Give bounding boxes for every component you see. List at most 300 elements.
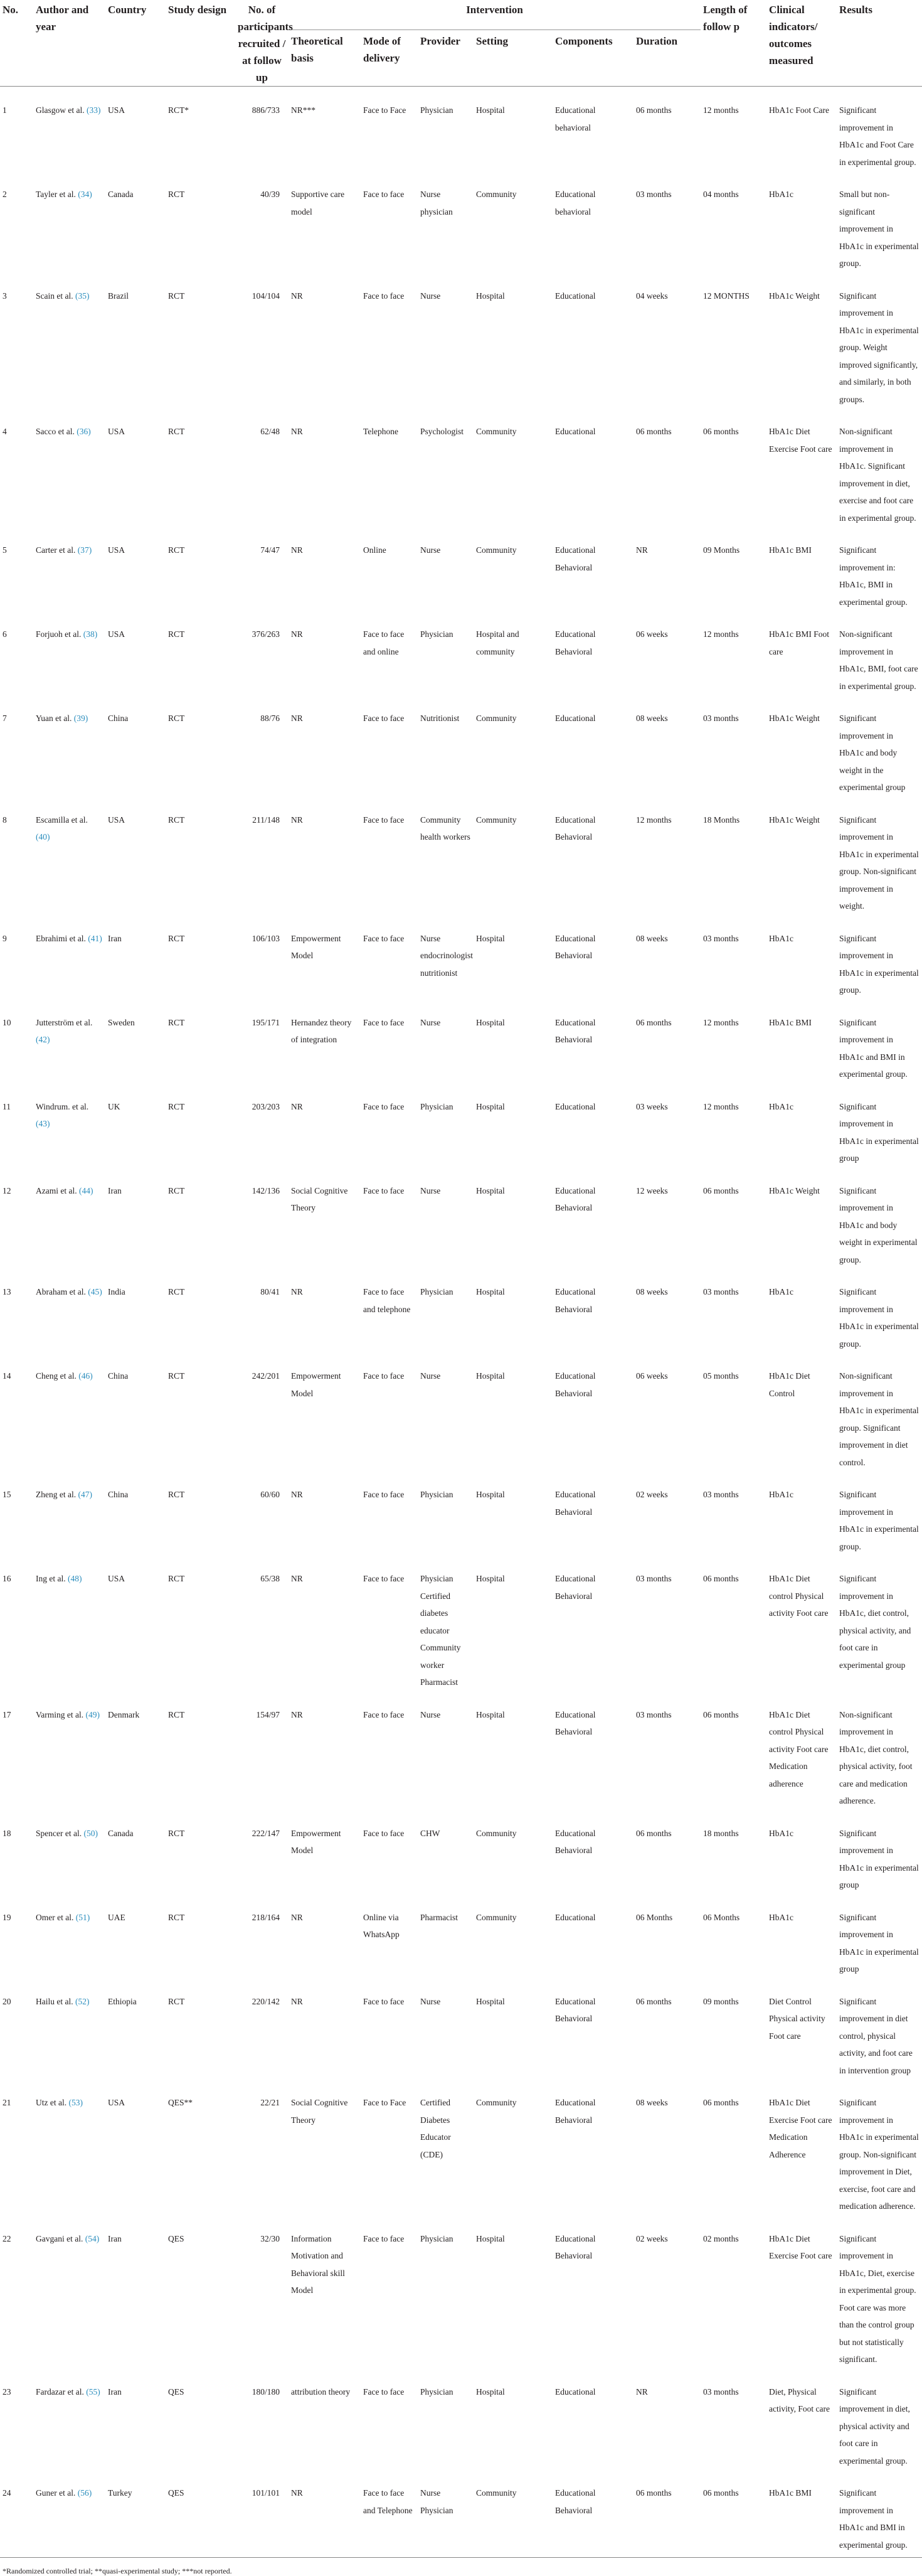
table-row — [0, 1356, 922, 1475]
citation-link[interactable]: (54) — [85, 2233, 100, 2243]
cell-results: Significant improvement in HbA1c in experimental group. — [839, 933, 919, 995]
cell-participants: 242/201 — [252, 1371, 280, 1381]
cell-setting: Community — [476, 190, 517, 199]
cell-setting: Community — [476, 1828, 517, 1838]
cell-setting: Community — [476, 1912, 517, 1922]
cell-theoretical-basis: NR — [291, 1996, 303, 2006]
cell-study-design: RCT — [168, 291, 185, 301]
author-name: Azami et al. — [36, 1185, 77, 1195]
table-row — [0, 276, 922, 412]
cell-theoretical-basis: NR — [291, 1490, 303, 1499]
cell-follow-up: 03 months — [703, 1287, 739, 1296]
cell-author — [33, 412, 105, 530]
cell-results: Non-significant improvement in HbA1c, diet control, physical activity, foot care and medication adherence. — [839, 1709, 913, 1805]
cell-clinical-indicators: HbA1c Diet control Physical activity Foot care Medication adherence — [769, 1709, 829, 1788]
cell-study-design: QES** — [168, 2098, 193, 2107]
cell-setting: Hospital — [476, 2386, 505, 2397]
cell-study-design: RCT — [168, 933, 185, 943]
cell-no: 19 — [3, 1912, 11, 1922]
header-participants: No. of participants recruited / at follow up — [238, 4, 293, 83]
author-name: Forjuoh et al. — [36, 629, 82, 639]
cell-country: Canada — [108, 1828, 134, 1838]
citation-link[interactable]: (39) — [73, 713, 88, 723]
cell-follow-up: 03 months — [703, 1490, 739, 1499]
author-name: Cheng et al. — [36, 1371, 77, 1381]
cell-provider: Physician — [420, 2233, 453, 2243]
table-row — [0, 2372, 922, 2474]
header-components: Components — [555, 35, 613, 48]
cell-participants: 203/203 — [252, 1101, 280, 1111]
cell-clinical-indicators: HbA1c — [769, 933, 794, 943]
cell-participants: 62/48 — [260, 427, 280, 436]
cell-follow-up: 12 months — [703, 629, 739, 639]
cell-mode-of-delivery: Face to face — [363, 1185, 405, 1195]
citation-link[interactable]: (47) — [78, 1490, 92, 1499]
cell-clinical-indicators: HbA1c — [769, 1490, 794, 1499]
header-duration: Duration — [636, 35, 678, 48]
cell-clinical-indicators: HbA1c BMI — [769, 2488, 812, 2498]
cell-participants: 154/97 — [256, 1709, 280, 1719]
cell-theoretical-basis: Social Cognitive Theory — [291, 2098, 348, 2125]
cell-study-design: RCT — [168, 1185, 185, 1195]
table-row — [0, 1272, 922, 1356]
cell-no: 2 — [3, 190, 7, 199]
author-name: Hailu et al. — [36, 1996, 73, 2006]
cell-setting: Hospital — [476, 1574, 505, 1583]
cell-duration: 08 weeks — [636, 1287, 668, 1296]
cell-study-design: RCT — [168, 427, 185, 436]
cell-components: Educational Behavioral — [555, 545, 596, 572]
cell-no: 5 — [3, 545, 7, 555]
author-name: Escamilla et al. — [36, 815, 88, 825]
cell-setting: Hospital — [476, 1490, 505, 1499]
cell-follow-up: 06 months — [703, 427, 739, 436]
cell-mode-of-delivery: Face to face — [363, 1709, 405, 1719]
cell-results: Significant improvement in HbA1c and body weight in the experimental group — [839, 713, 906, 792]
table-row — [0, 919, 922, 1003]
cell-results: Significant improvement in diet, physical activity and foot care in experimental group. — [839, 2386, 910, 2466]
cell-results: Significant improvement in HbA1c in experimental group. Non-significant improvement in weight. — [839, 815, 919, 911]
cell-components: Educational Behavioral — [555, 933, 596, 960]
citation-link[interactable]: (34) — [78, 190, 92, 199]
cell-setting: Community — [476, 815, 517, 825]
cell-author — [33, 614, 105, 698]
cell-study-design: RCT — [168, 545, 185, 555]
cell-components: Educational — [555, 291, 596, 301]
cell-study-design: RCT — [168, 1912, 185, 1922]
author-name: Utz et al. — [36, 2098, 67, 2107]
cell-theoretical-basis: NR — [291, 1709, 303, 1719]
cell-no: 12 — [3, 1185, 11, 1195]
citation-link[interactable]: (56) — [77, 2488, 92, 2498]
cell-setting: Hospital — [476, 1017, 505, 1027]
table-row — [0, 1559, 922, 1695]
cell-components: Educational behavioral — [555, 105, 596, 132]
cell-author — [33, 1171, 105, 1273]
table-row — [0, 2083, 922, 2219]
cell-setting: Hospital — [476, 933, 505, 943]
citation-link[interactable]: (49) — [85, 1709, 100, 1719]
table-row — [0, 1475, 922, 1559]
cell-clinical-indicators: HbA1c Diet Control — [769, 1371, 810, 1398]
cell-no: 10 — [3, 1017, 11, 1027]
header-follow-up: Length of follow p — [703, 4, 748, 33]
cell-provider: Physician — [420, 1287, 453, 1296]
cell-theoretical-basis: NR — [291, 713, 303, 723]
cell-components: Educational — [555, 1101, 596, 1111]
cell-provider: Physician — [420, 1490, 453, 1499]
cell-mode-of-delivery: Face to face and Telephone — [363, 2488, 413, 2515]
cell-study-design: QES — [168, 2488, 184, 2498]
cell-mode-of-delivery: Face to face and online — [363, 629, 405, 656]
citation-link[interactable]: (41) — [88, 933, 102, 943]
cell-no: 14 — [3, 1371, 11, 1381]
cell-provider: Nurse — [420, 545, 441, 555]
cell-components: Educational Behavioral — [555, 1287, 596, 1314]
cell-author — [33, 1695, 105, 1814]
cell-follow-up: 03 months — [703, 933, 739, 943]
cell-country: Iran — [108, 2233, 122, 2243]
cell-components: Educational Behavioral — [555, 1996, 596, 2023]
citation-link[interactable]: (37) — [77, 545, 92, 555]
cell-follow-up: 12 months — [703, 1101, 739, 1111]
citation-link[interactable]: (52) — [75, 1996, 90, 2006]
cell-country: Ethiopia — [108, 1996, 137, 2006]
citation-link[interactable]: (45) — [88, 1287, 102, 1296]
cell-provider: Nurse — [420, 1371, 441, 1381]
cell-no: 4 — [3, 427, 7, 436]
author-name: Varming et al. — [36, 1709, 84, 1719]
cell-author — [33, 2372, 105, 2474]
cell-follow-up: 18 Months — [703, 815, 740, 825]
citation-link[interactable]: (48) — [67, 1574, 82, 1583]
cell-setting: Hospital — [476, 291, 505, 301]
cell-participants: 80/41 — [260, 1287, 280, 1296]
table-row — [0, 1695, 922, 1814]
cell-components: Educational Behavioral — [555, 1828, 596, 1855]
cell-country: UAE — [108, 1912, 125, 1922]
citation-link[interactable]: (50) — [83, 1828, 98, 1838]
cell-clinical-indicators: HbA1c Weight — [769, 815, 820, 825]
cell-setting: Hospital — [476, 1709, 505, 1719]
cell-follow-up: 18 months — [703, 1828, 739, 1838]
cell-duration: 02 weeks — [636, 2233, 668, 2243]
cell-participants: 60/60 — [260, 1490, 280, 1499]
cell-clinical-indicators: HbA1c Weight — [769, 713, 820, 723]
cell-clinical-indicators: HbA1c Diet Exercise Foot care Medication Adherence — [769, 2098, 832, 2159]
author-name: Ing et al. — [36, 1574, 66, 1583]
cell-clinical-indicators: HbA1c Weight — [769, 1185, 820, 1195]
citation-link[interactable]: (42) — [36, 1035, 50, 1044]
cell-provider: Nurse Physician — [420, 2488, 453, 2515]
header-mode-of-delivery: Mode of delivery — [363, 35, 401, 65]
cell-follow-up: 06 months — [703, 2098, 739, 2107]
cell-mode-of-delivery: Online — [363, 545, 386, 555]
cell-participants: 195/171 — [252, 1017, 280, 1027]
author-name: Guner et al. — [36, 2488, 76, 2498]
table-row — [0, 530, 922, 614]
cell-participants: 142/136 — [252, 1185, 280, 1195]
cell-no: 6 — [3, 629, 7, 639]
cell-components: Educational — [555, 2386, 596, 2397]
cell-no: 8 — [3, 815, 7, 825]
cell-follow-up: 12 months — [703, 105, 739, 115]
cell-provider: Community health workers — [420, 815, 470, 842]
cell-no: 3 — [3, 291, 7, 301]
header-country: Country — [108, 4, 147, 16]
cell-mode-of-delivery: Face to face and telephone — [363, 1287, 411, 1314]
cell-components: Educational — [555, 427, 596, 436]
cell-country: USA — [108, 2098, 125, 2107]
cell-results: Non-significant improvement in HbA1c in experimental group. Significant improvement in diet control. — [839, 1371, 919, 1467]
cell-follow-up: 06 months — [703, 1185, 739, 1195]
cell-duration: 02 weeks — [636, 1490, 668, 1499]
citation-link[interactable]: (55) — [86, 2386, 100, 2397]
cell-components: Educational Behavioral — [555, 2488, 596, 2515]
cell-clinical-indicators: HbA1c — [769, 1101, 794, 1111]
cell-no: 23 — [3, 2386, 11, 2397]
table-row — [0, 614, 922, 698]
cell-duration: 03 weeks — [636, 1101, 668, 1111]
cell-follow-up: 06 Months — [703, 1912, 740, 1922]
cell-clinical-indicators: HbA1c — [769, 190, 794, 199]
cell-provider: Physician — [420, 105, 453, 115]
cell-no: 16 — [3, 1574, 11, 1583]
cell-provider: Nutritionist — [420, 713, 460, 723]
cell-country: USA — [108, 815, 125, 825]
table-row — [0, 1003, 922, 1087]
cell-setting: Community — [476, 2488, 517, 2498]
cell-provider: Nurse — [420, 1996, 441, 2006]
cell-duration: 06 months — [636, 427, 672, 436]
citation-link[interactable]: (53) — [68, 2098, 83, 2107]
cell-follow-up: 03 months — [703, 2386, 739, 2397]
header-study-design: Study design — [168, 4, 227, 16]
cell-duration: 06 weeks — [636, 1371, 668, 1381]
author-name: Omer et al. — [36, 1912, 74, 1922]
citation-link[interactable]: (33) — [86, 105, 101, 115]
citation-link[interactable]: (40) — [36, 832, 50, 842]
table-row — [0, 87, 922, 175]
cell-results: Significant improvement in HbA1c, diet control, physical activity, and foot care in experimental group — [839, 1574, 911, 1670]
cell-country: India — [108, 1287, 125, 1296]
table-row — [0, 1171, 922, 1273]
cell-clinical-indicators: HbA1c Diet Exercise Foot care — [769, 427, 832, 454]
cell-study-design: RCT — [168, 1101, 185, 1111]
cell-clinical-indicators: HbA1c — [769, 1287, 794, 1296]
cell-author — [33, 174, 105, 276]
cell-author — [33, 919, 105, 1003]
cell-theoretical-basis: NR — [291, 629, 303, 639]
cell-setting: Hospital and community — [476, 629, 519, 656]
cell-components: Educational — [555, 713, 596, 723]
cell-theoretical-basis: Social Cognitive Theory — [291, 1185, 348, 1212]
table-row — [0, 698, 922, 800]
cell-provider: Certified Diabetes Educator (CDE) — [420, 2098, 451, 2159]
cell-country: Turkey — [108, 2488, 132, 2498]
cell-author — [33, 2219, 105, 2372]
cell-setting: Hospital — [476, 2233, 505, 2243]
citation-link[interactable]: (51) — [75, 1912, 90, 1922]
cell-duration: 06 months — [636, 1828, 672, 1838]
cell-results: Significant improvement in HbA1c in experimental group. — [839, 1287, 919, 1349]
cell-participants: 220/142 — [252, 1996, 280, 2006]
cell-setting: Hospital — [476, 1101, 505, 1111]
cell-results: Significant improvement in HbA1c and body weight in experimental group. — [839, 1185, 918, 1264]
author-name: Carter et al. — [36, 545, 76, 555]
cell-provider: Psychologist — [420, 427, 464, 436]
cell-follow-up: 12 months — [703, 1017, 739, 1027]
cell-mode-of-delivery: Face to face — [363, 291, 405, 301]
citation-link[interactable]: (44) — [78, 1185, 93, 1195]
citation-link[interactable]: (46) — [78, 1371, 93, 1381]
cell-provider: Pharmacist — [420, 1912, 458, 1922]
author-name: Ebrahimi et al. — [36, 933, 86, 943]
cell-provider: Nurse physician — [420, 190, 453, 216]
cell-follow-up: 09 Months — [703, 545, 740, 555]
cell-no: 24 — [3, 2488, 11, 2498]
cell-theoretical-basis: NR — [291, 1101, 303, 1111]
cell-country: USA — [108, 427, 125, 436]
cell-setting: Hospital — [476, 1287, 505, 1296]
cell-results: Significant improvement in HbA1c and BMI in experimental group. — [839, 2488, 908, 2550]
cell-mode-of-delivery: Online via WhatsApp — [363, 1912, 400, 1939]
cell-results: Significant improvement in HbA1c, Diet, exercise in experimental group. Foot care was more than the control group but not statistically significant. — [839, 2233, 916, 2364]
citation-link[interactable]: (36) — [77, 427, 91, 436]
cell-mode-of-delivery: Face to Face — [363, 105, 406, 115]
cell-setting: Hospital — [476, 105, 505, 115]
cell-study-design: RCT — [168, 1828, 185, 1838]
cell-follow-up: 02 months — [703, 2233, 739, 2243]
cell-duration: 12 months — [636, 815, 672, 825]
cell-theoretical-basis: attribution theory — [291, 2386, 351, 2397]
citation-link[interactable]: (43) — [36, 1119, 50, 1128]
cell-participants: 104/104 — [252, 291, 280, 301]
cell-duration: 06 months — [636, 2488, 672, 2498]
cell-participants: 74/47 — [260, 545, 280, 555]
table-row — [0, 174, 922, 276]
header-provider: Provider — [420, 35, 460, 48]
cell-components: Educational Behavioral — [555, 1709, 596, 1736]
cell-no: 22 — [3, 2233, 11, 2243]
cell-mode-of-delivery: Face to face — [363, 1101, 405, 1111]
cell-study-design: QES — [168, 2233, 184, 2243]
cell-theoretical-basis: Hernandez theory of integration — [291, 1017, 352, 1044]
header-theoretical-basis: Theoretical basis — [291, 35, 343, 65]
cell-participants: 40/39 — [260, 190, 280, 199]
cell-components: Educational Behavioral — [555, 1371, 596, 1398]
cell-author — [33, 1898, 105, 1982]
cell-clinical-indicators: HbA1c Diet control Physical activity Foot care — [769, 1574, 829, 1618]
cell-components: Educational Behavioral — [555, 2098, 596, 2125]
cell-no: 7 — [3, 713, 7, 723]
cell-provider: Nurse endocrinologist nutritionist — [420, 933, 473, 978]
cell-author — [33, 1814, 105, 1898]
cell-mode-of-delivery: Face to face — [363, 2386, 405, 2397]
cell-study-design: RCT — [168, 1574, 185, 1583]
cell-follow-up: 09 months — [703, 1996, 739, 2006]
cell-country: Canada — [108, 190, 134, 199]
cell-provider: Nurse — [420, 1185, 441, 1195]
table-row — [0, 800, 922, 919]
cell-author — [33, 87, 105, 175]
cell-provider: Nurse — [420, 1709, 441, 1719]
cell-mode-of-delivery: Face to face — [363, 1371, 405, 1381]
cell-study-design: RCT — [168, 190, 185, 199]
cell-theoretical-basis: NR — [291, 1912, 303, 1922]
cell-author — [33, 2083, 105, 2219]
cell-clinical-indicators: Diet, Physical activity, Foot care — [769, 2386, 830, 2413]
cell-clinical-indicators: HbA1c Weight — [769, 291, 820, 301]
cell-participants: 106/103 — [252, 933, 280, 943]
cell-study-design: RCT — [168, 1490, 185, 1499]
cell-results: Significant improvement in HbA1c in experimental group — [839, 1912, 919, 1974]
citation-link[interactable]: (38) — [83, 629, 98, 639]
cell-results: Non-significant improvement in HbA1c. Significant improvement in diet, exercise and foot care in experimental group. — [839, 427, 916, 523]
author-name: Abraham et al. — [36, 1287, 86, 1296]
cell-follow-up: 06 months — [703, 1709, 739, 1719]
author-name: Scain et al. — [36, 291, 73, 301]
cell-theoretical-basis: NR — [291, 291, 303, 301]
cell-study-design: RCT — [168, 1996, 185, 2006]
author-name: Glasgow et al. — [36, 105, 85, 115]
cell-no: 15 — [3, 1490, 11, 1499]
cell-participants: 211/148 — [252, 815, 280, 825]
cell-results: Significant improvement in HbA1c in experimental group — [839, 1101, 919, 1163]
cell-results: Small but non-significant improvement in HbA1c in experimental group. — [839, 190, 919, 268]
cell-theoretical-basis: Information Motivation and Behavioral skill Model — [291, 2233, 345, 2295]
cell-clinical-indicators: HbA1c — [769, 1828, 794, 1838]
cell-components: Educational Behavioral — [555, 815, 596, 842]
cell-follow-up: 05 months — [703, 1371, 739, 1381]
author-name: Zheng et al. — [36, 1490, 77, 1499]
cell-duration: 06 months — [636, 1996, 672, 2006]
cell-author — [33, 1087, 105, 1171]
cell-results: Significant improvement in diet control, physical activity, and foot care in intervention group — [839, 1996, 913, 2075]
cell-provider: Nurse — [420, 1017, 441, 1027]
cell-results: Significant improvement in HbA1c in experimental group. Weight improved significantly, and similarly, in both groups. — [839, 291, 919, 404]
header-no: No. — [3, 4, 19, 16]
author-name: Sacco et al. — [36, 427, 75, 436]
cell-mode-of-delivery: Face to face — [363, 713, 405, 723]
cell-country: USA — [108, 105, 125, 115]
cell-clinical-indicators: HbA1c BMI — [769, 545, 812, 555]
cell-participants: 22/21 — [260, 2098, 280, 2107]
cell-setting: Community — [476, 2098, 517, 2107]
cell-mode-of-delivery: Face to Face — [363, 2098, 406, 2107]
citation-link[interactable]: (35) — [75, 291, 90, 301]
cell-study-design: RCT — [168, 815, 185, 825]
cell-mode-of-delivery: Face to face — [363, 2233, 405, 2243]
cell-theoretical-basis: NR — [291, 2488, 303, 2498]
cell-mode-of-delivery: Face to face — [363, 1017, 405, 1027]
cell-mode-of-delivery: Face to face — [363, 933, 405, 943]
cell-provider: Physician — [420, 629, 453, 639]
cell-no: 17 — [3, 1709, 11, 1719]
cell-setting: Hospital — [476, 1996, 505, 2006]
cell-setting: Hospital — [476, 1185, 505, 1195]
cell-components: Educational — [555, 1912, 596, 1922]
header-setting: Setting — [476, 35, 508, 48]
author-name: Windrum. et al. — [36, 1101, 89, 1111]
cell-follow-up: 06 months — [703, 1574, 739, 1583]
table-row — [0, 2473, 922, 2558]
cell-duration: 03 months — [636, 190, 672, 199]
cell-country: USA — [108, 545, 125, 555]
cell-theoretical-basis: Supportive care model — [291, 190, 345, 216]
cell-no: 18 — [3, 1828, 11, 1838]
cell-clinical-indicators: HbA1c Diet Exercise Foot care — [769, 2233, 832, 2260]
